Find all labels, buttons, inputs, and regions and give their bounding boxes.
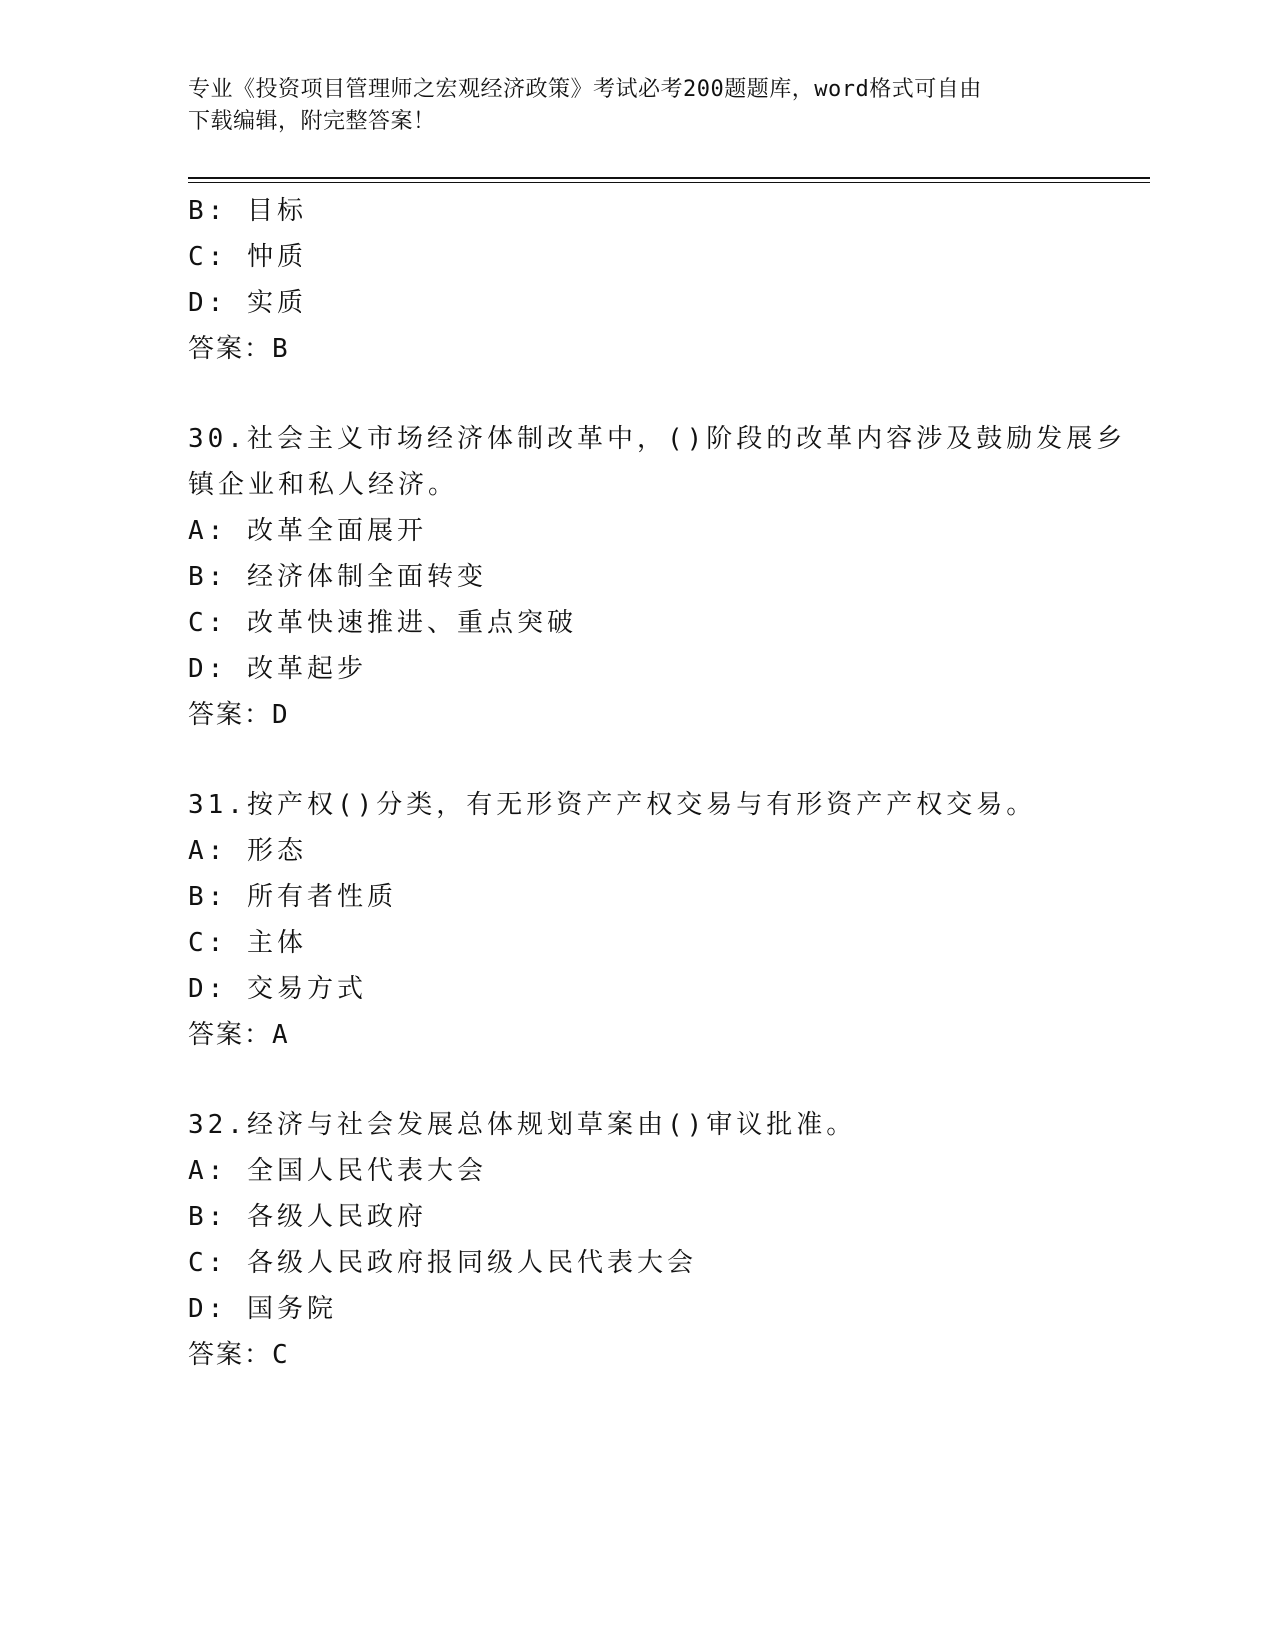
header-divider-thick — [188, 177, 1150, 179]
option-a: A: 形态 — [188, 836, 307, 866]
option-d: D: 交易方式 — [188, 974, 367, 1004]
option-b: B: 所有者性质 — [188, 882, 397, 912]
option-b: B: 各级人民政府 — [188, 1202, 427, 1232]
option-d: D: 国务院 — [188, 1294, 337, 1324]
option-a: A: 改革全面展开 — [188, 516, 427, 546]
answer-line: 答案：A — [188, 1020, 290, 1050]
option-c: C: 各级人民政府报同级人民代表大会 — [188, 1248, 697, 1278]
option-b: B: 经济体制全面转变 — [188, 562, 487, 592]
question-text-line: 30.社会主义市场经济体制改革中，()阶段的改革内容涉及鼓励发展乡 — [188, 424, 1127, 454]
option-c: C: 主体 — [188, 928, 307, 958]
question-list — [188, 188, 1127, 1378]
spacer — [188, 1058, 1088, 1102]
option-d: D: 实质 — [188, 288, 307, 318]
option-a: A: 全国人民代表大会 — [188, 1156, 487, 1186]
document-header — [188, 74, 1068, 138]
question-text-line: 镇企业和私人经济。 — [188, 470, 459, 500]
question-31 — [188, 782, 1088, 1058]
question-text-line: 31.按产权()分类，有无形资产产权交易与有形资产产权交易。 — [188, 790, 1037, 820]
header-divider-thin — [188, 182, 1150, 183]
option-c: C: 忡质 — [188, 242, 307, 272]
spacer — [188, 372, 1088, 416]
header-line-1: 专业《投资项目管理师之宏观经济政策》考试必考200题题库，word格式可自由 — [188, 77, 982, 102]
option-d: D: 改革起步 — [188, 654, 367, 684]
option-c: C: 改革快速推进、重点突破 — [188, 608, 577, 638]
question-fragment — [188, 188, 1088, 372]
answer-line: 答案：D — [188, 700, 290, 730]
option-b: B: 目标 — [188, 196, 307, 226]
answer-line: 答案：B — [188, 334, 290, 364]
spacer — [188, 738, 1088, 782]
question-text-line: 32.经济与社会发展总体规划草案由()审议批准。 — [188, 1110, 857, 1140]
answer-line: 答案：C — [188, 1340, 290, 1370]
question-30 — [188, 416, 1127, 738]
question-32 — [188, 1102, 1088, 1378]
header-line-2: 下载编辑，附完整答案！ — [188, 109, 436, 134]
